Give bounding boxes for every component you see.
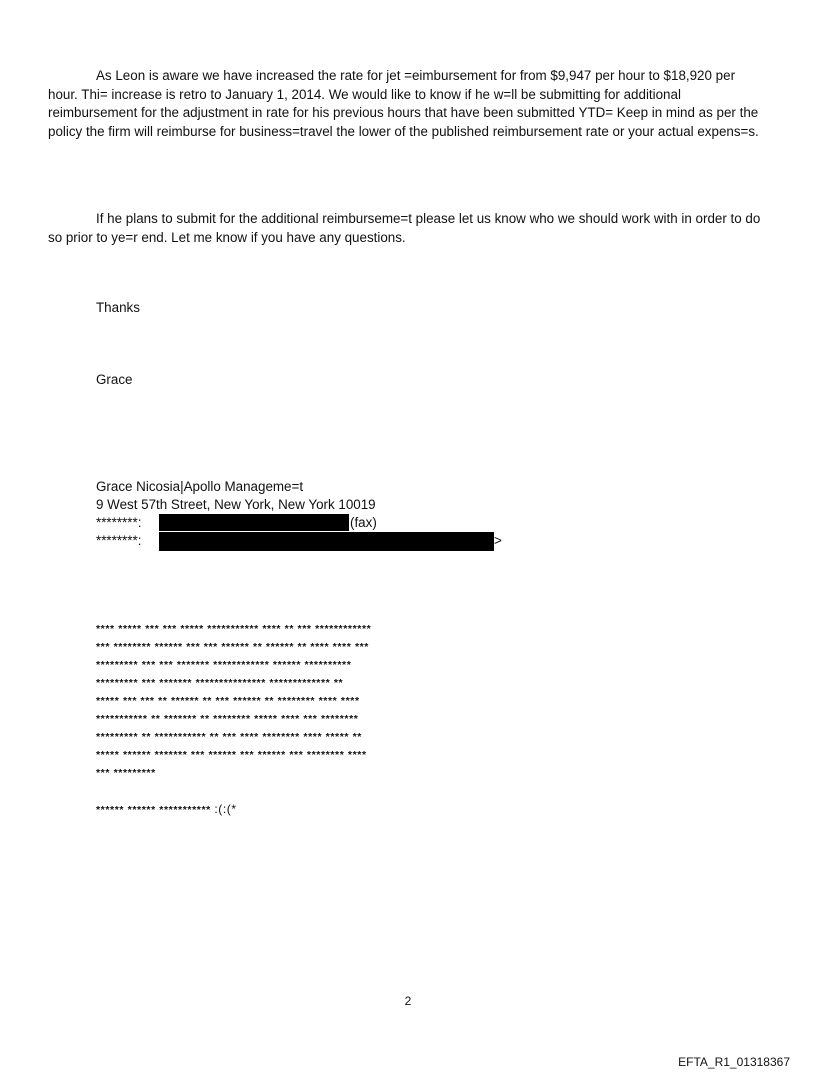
body-paragraph-2: If he plans to submit for the additional reimburseme=t please let us know who we should work with in order to do so prior to ye=r end. Let me know if you have any questions. (48, 211, 761, 245)
disclaimer-footer-tail: :(:(* (214, 802, 237, 816)
disclaimer-line: *** ********* (96, 767, 156, 779)
disclaimer-line: *********** ** ******* ** ******** ***** **** *** ******** (96, 713, 359, 725)
closing-thanks: Thanks (96, 300, 140, 315)
signature-phone-label-2: ********: (96, 533, 142, 548)
bates-number: EFTA_R1_01318367 (678, 1055, 790, 1069)
disclaimer-line: ***** *** *** ** ****** ** *** ****** ** ******** **** **** (96, 695, 360, 707)
closing-name: Grace (96, 372, 133, 387)
disclaimer-line: ********* *** ******* *************** ************* ** (96, 677, 344, 689)
disclaimer-line: ********* *** *** ******* ************ ****** ********** (96, 659, 352, 671)
signature-trailing-bracket: > (494, 533, 502, 548)
redaction-box (159, 532, 494, 551)
signature-phone-label-1: ********: (96, 515, 142, 530)
signature-fax-label: (fax) (350, 515, 377, 530)
signature-name-line: Grace Nicosia|Apollo Manageme=t (96, 479, 304, 494)
disclaimer-line: *** ******** ****** *** *** ****** ** ****** ** **** **** *** (96, 641, 369, 653)
disclaimer-footer-stars: ****** ****** *********** (96, 804, 215, 816)
disclaimer-line: ********* ** *********** ** *** **** ******** **** ***** ** (96, 731, 362, 743)
disclaimer-line: ***** ****** ******* *** ****** *** ****** *** ******** **** (96, 749, 367, 761)
disclaimer-footer (96, 801, 237, 820)
page-number: 2 (404, 994, 412, 1008)
redaction-box (159, 514, 349, 531)
disclaimer-line: **** ***** *** *** ***** *********** **** ** *** ************ (96, 623, 372, 635)
signature-address: 9 West 57th Street, New York, New York 10019 (96, 497, 376, 512)
body-paragraph-1: As Leon is aware we have increased the rate for jet =eimbursement for from $9,947 per hour to $18,920 per hour. Thi= increase is retro to January 1, 2014. We would like to know if he w=ll be submitting for additional reimbursement for the adjustment in rate for his previous hours that have been submitted YTD= Keep in mind as per the policy the firm will reimburse for business=travel the lower of the published reimbursement rate or your actual expens=s. (48, 68, 759, 139)
